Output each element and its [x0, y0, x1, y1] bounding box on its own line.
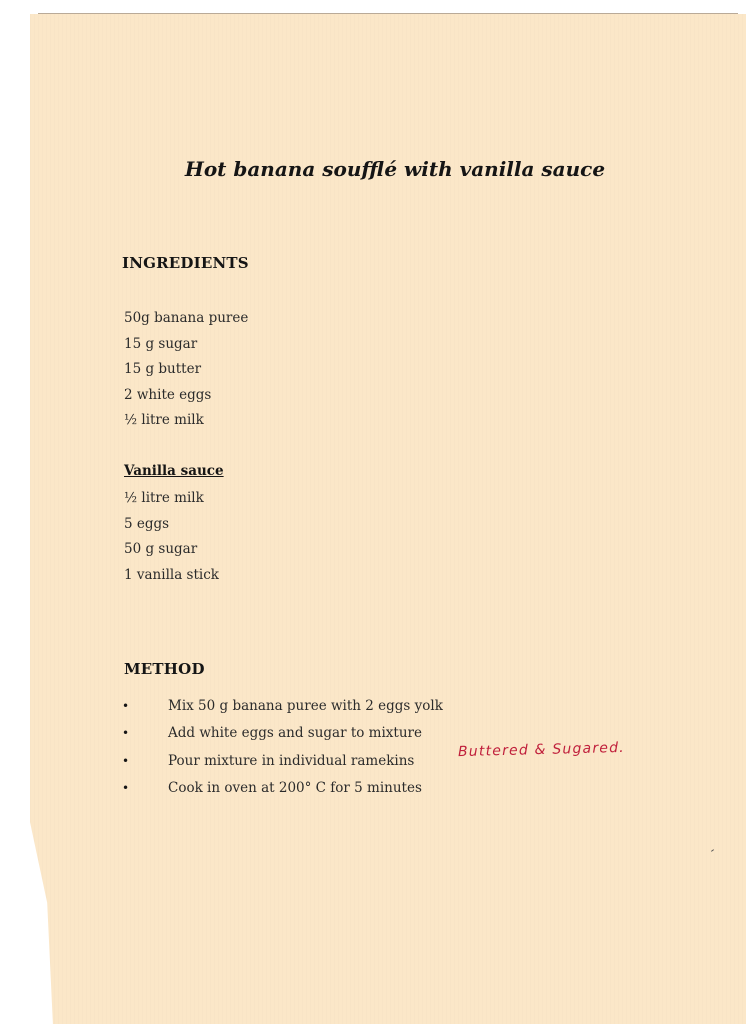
vanilla-sauce-list	[124, 488, 219, 590]
ingredient-item: ½ litre milk	[124, 412, 204, 429]
method-step	[122, 696, 443, 723]
method-step-text: Add white eggs and sugar to mixture	[168, 725, 422, 742]
bullet-icon: •	[122, 753, 130, 768]
method-heading: METHOD	[124, 660, 205, 678]
sauce-ingredient-item: ½ litre milk	[124, 490, 204, 506]
ingredient-item: 50g banana puree	[124, 310, 249, 326]
ingredients-heading: INGREDIENTS	[122, 254, 249, 272]
bullet-icon: •	[122, 780, 130, 795]
ingredient-item: 15 g butter	[124, 361, 202, 378]
method-step-text: Mix 50 g banana puree with 2 eggs yolk	[168, 698, 443, 714]
sauce-ingredient-item: 5 eggs	[124, 515, 170, 532]
sauce-ingredient-item: 1 vanilla stick	[124, 566, 219, 583]
method-step	[122, 778, 443, 805]
recipe-title: Hot banana soufflé with vanilla sauce	[184, 157, 606, 181]
bullet-icon: •	[122, 726, 130, 741]
vanilla-sauce-heading: Vanilla sauce	[124, 463, 224, 479]
bullet-icon: •	[122, 699, 130, 713]
handwritten-annotation: Buttered & Sugared.	[457, 739, 626, 761]
sauce-ingredient-item: 50 g sugar	[124, 541, 198, 558]
method-step-text: Cook in oven at 200° C for 5 minutes	[168, 779, 422, 796]
method-step	[122, 751, 443, 778]
paper-top-edge	[38, 13, 738, 14]
ingredient-item: 2 white eggs	[124, 386, 212, 403]
method-step	[122, 723, 443, 750]
method-list	[122, 696, 443, 805]
method-step-text: Pour mixture in individual ramekins	[168, 752, 415, 769]
ingredient-item: 15 g sugar	[124, 335, 198, 352]
ingredients-list	[124, 308, 248, 436]
